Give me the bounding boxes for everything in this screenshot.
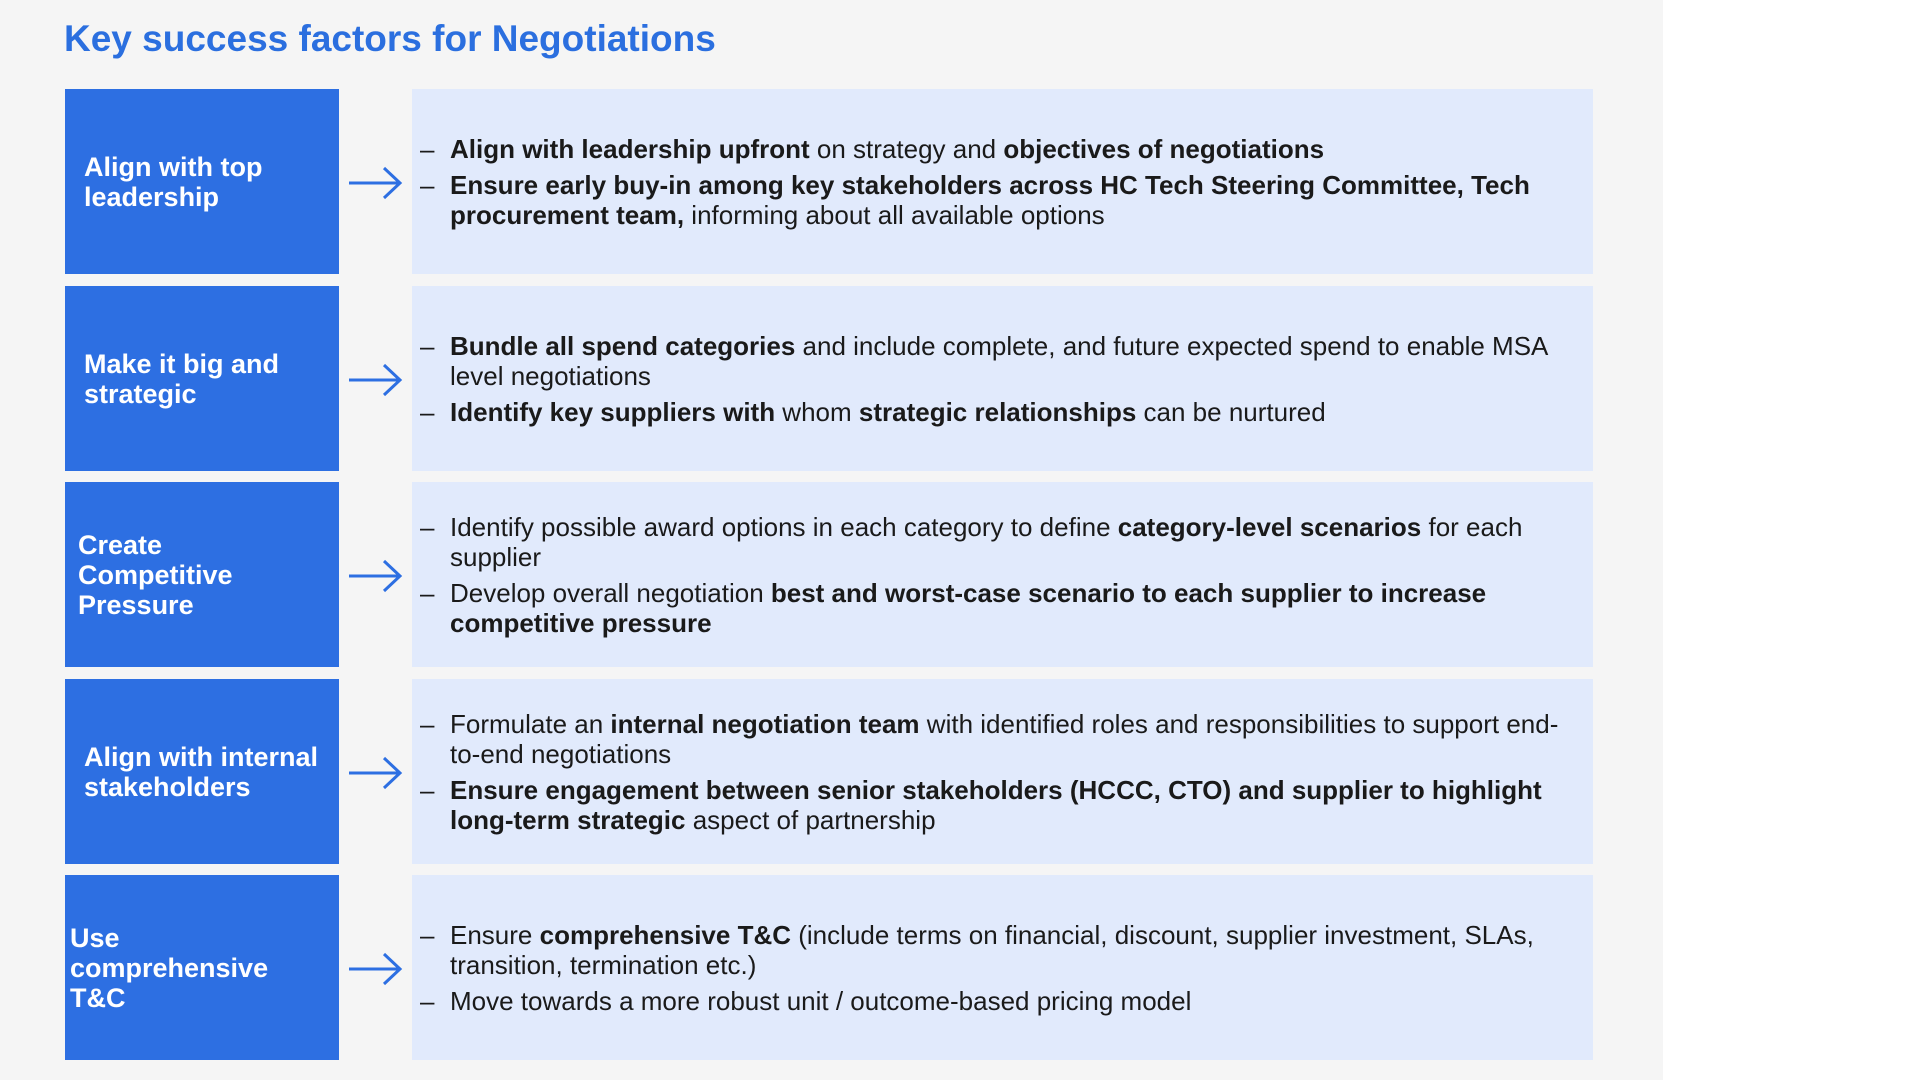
- bullet-text-bold: comprehensive T&C: [539, 919, 792, 950]
- factor-row: [0, 286, 1663, 471]
- bullet-marker: –: [420, 396, 435, 427]
- right-arrow-icon: [347, 755, 403, 791]
- bullet-marker: –: [420, 774, 435, 805]
- right-arrow-icon: [347, 165, 403, 201]
- bullet-marker: –: [420, 511, 435, 542]
- bullet-text-bold: Ensure early buy-in among key stakeholders across HC Tech Steering Committee, Tech procurement team,: [450, 169, 1530, 230]
- bullet-item: [420, 331, 1573, 391]
- bullet-text-bold: best and worst-case scenario to each supplier to increase competitive pressure: [450, 577, 1487, 638]
- factor-detail-box: [412, 679, 1593, 864]
- factor-row: [0, 482, 1663, 667]
- bullet-item: [420, 986, 1573, 1016]
- bullet-item: [420, 709, 1573, 769]
- right-arrow-icon: [347, 362, 403, 398]
- factor-label-box: [65, 89, 339, 274]
- factor-label: Create Competitive Pressure: [78, 529, 233, 620]
- bullet-text-segment: can be nurtured: [1136, 396, 1326, 427]
- bullet-marker: –: [420, 577, 435, 608]
- bullet-text-segment: Formulate an: [450, 708, 611, 739]
- bullet-text-bold: Align with leadership upfront: [450, 133, 810, 164]
- factor-label-box: [65, 286, 339, 471]
- right-arrow-icon: [347, 951, 403, 987]
- bullet-text: [450, 134, 1324, 164]
- bullet-item: [420, 512, 1573, 572]
- factor-row: [0, 679, 1663, 864]
- bullet-item: [420, 920, 1573, 980]
- bullet-text-segment: (include terms on financial, discount, supplier investment, SLAs, transition, termination etc.): [450, 919, 1534, 980]
- bullet-text: [450, 775, 1573, 835]
- bullet-item: [420, 134, 1573, 164]
- factor-label: Align with internal stakeholders: [84, 741, 318, 802]
- bullet-text-bold: internal negotiation team: [610, 708, 920, 739]
- bullet-text-segment: and include complete, and future expected spend to enable MSA level negotiations: [450, 330, 1547, 391]
- factor-detail-box: [412, 875, 1593, 1060]
- bullet-text: [450, 986, 1191, 1016]
- factor-label: Make it big and strategic: [84, 348, 280, 409]
- factor-row: [0, 875, 1663, 1060]
- factor-label: Use comprehensive T&C: [70, 922, 269, 1013]
- bullet-marker: –: [420, 919, 435, 950]
- bullet-text-segment: Develop overall negotiation: [450, 577, 771, 608]
- bullet-item: [420, 170, 1573, 230]
- bullet-text-segment: for each supplier: [450, 511, 1523, 572]
- bullet-text: [450, 397, 1326, 427]
- bullet-text-bold: Bundle all spend categories: [450, 330, 796, 361]
- bullet-text: [450, 709, 1573, 769]
- bullet-text: [450, 331, 1573, 391]
- factor-label-box: [65, 679, 339, 864]
- bullet-text: [450, 512, 1573, 572]
- bullet-marker: –: [420, 985, 435, 1016]
- bullet-item: [420, 397, 1573, 427]
- bullet-text-segment: Ensure: [450, 919, 540, 950]
- factor-label: Align with top leadership: [84, 151, 263, 212]
- factor-label-box: [65, 875, 339, 1060]
- factor-label-box: [65, 482, 339, 667]
- bullet-item: [420, 578, 1573, 638]
- bullet-text-segment: with identified roles and responsibilities to support end-to-end negotiations: [450, 708, 1559, 769]
- bullet-text-segment: Identify possible award options in each category to define: [450, 511, 1118, 542]
- bullet-text-segment: aspect of partnership: [685, 804, 936, 835]
- bullet-text-segment: informing about all available options: [684, 199, 1105, 230]
- factor-row: [0, 89, 1663, 274]
- bullet-item: [420, 775, 1573, 835]
- bullet-text: [450, 170, 1573, 230]
- factor-detail-box: [412, 482, 1593, 667]
- bullet-text-bold: Identify key suppliers with: [450, 396, 776, 427]
- bullet-marker: –: [420, 133, 435, 164]
- bullet-text-bold: strategic relationships: [858, 396, 1137, 427]
- bullet-text-segment: Move towards a more robust unit / outcome-based pricing model: [450, 985, 1192, 1016]
- bullet-text-bold: Ensure engagement between senior stakeholders (HCCC, CTO) and supplier to highlight long-term strategic: [450, 774, 1542, 835]
- page-title: Key success factors for Negotiations: [64, 18, 716, 59]
- bullet-text-segment: whom: [775, 396, 859, 427]
- factor-detail-box: [412, 286, 1593, 471]
- right-arrow-icon: [347, 558, 403, 594]
- bullet-marker: –: [420, 708, 435, 739]
- bullet-text-segment: on strategy and: [809, 133, 1004, 164]
- bullet-text-bold: objectives of negotiations: [1003, 133, 1325, 164]
- bullet-marker: –: [420, 169, 435, 200]
- bullet-marker: –: [420, 330, 435, 361]
- bullet-text: [450, 578, 1573, 638]
- bullet-text: [450, 920, 1573, 980]
- bullet-text-bold: category-level scenarios: [1117, 511, 1422, 542]
- factor-detail-box: [412, 89, 1593, 274]
